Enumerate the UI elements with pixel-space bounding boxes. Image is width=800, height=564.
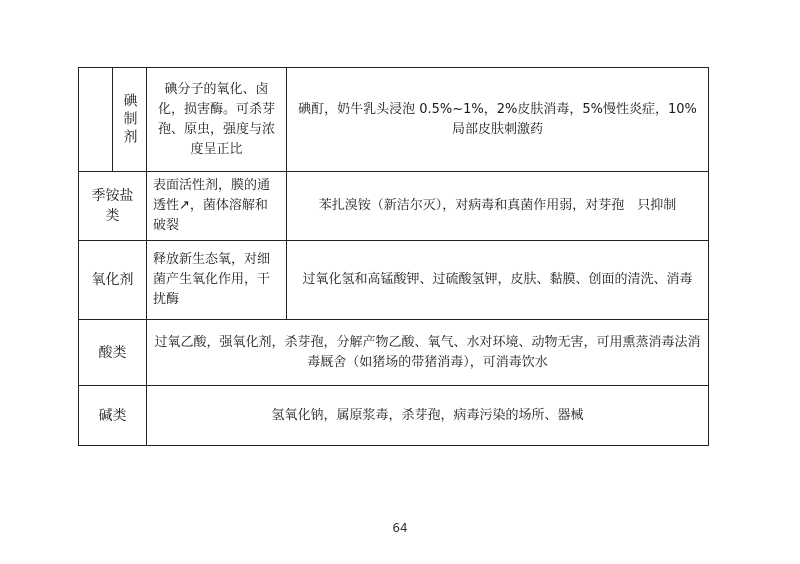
category-cell: 碱类: [79, 386, 147, 446]
table-row: [79, 241, 709, 320]
disinfectant-table: [78, 67, 709, 446]
page-number: 64: [392, 521, 408, 535]
table-row: [79, 320, 709, 386]
table-row: [79, 172, 709, 241]
mechanism-cell: 表面活性剂，膜的通透性↗，菌体溶解和破裂: [147, 172, 287, 241]
usage-cell: 过氧化氢和高锰酸钾、过硫酸氢钾，皮肤、黏膜、创面的清洗、消毒: [287, 241, 709, 320]
usage-cell: 过氧乙酸，强氧化剂，杀芽孢，分解产物乙酸、氧气、水对环境、动物无害，可用熏蒸消毒法消毒厩舍（如猪场的带猪消毒），可消毒饮水: [147, 320, 709, 386]
table-row: [79, 386, 709, 446]
category-cell: 氧化剂: [79, 241, 147, 320]
usage-cell: 氢氧化钠，属原浆毒，杀芽孢，病毒污染的场所、器械: [147, 386, 709, 446]
usage-cell: 碘酊，奶牛乳头浸泡 0.5%~1%，2%皮肤消毒，5%慢性炎症，10%局部皮肤刺激药: [287, 68, 709, 172]
mechanism-cell: 碘分子的氧化、卤化，损害酶。可杀芽孢、原虫，强度与浓度呈正比: [147, 68, 287, 172]
usage-cell: 苯扎溴铵（新洁尔灭），对病毒和真菌作用弱，对芽孢 只抑制: [287, 172, 709, 241]
category-cell: 酸类: [79, 320, 147, 386]
category-cell: 季铵盐类: [79, 172, 147, 241]
mechanism-cell: 释放新生态氧，对细菌产生氧化作用，干扰酶: [147, 241, 287, 320]
category-label: 碘制剂: [121, 92, 138, 147]
table-row: [79, 68, 709, 172]
empty-cell: [79, 68, 113, 172]
category-cell: [113, 68, 147, 172]
